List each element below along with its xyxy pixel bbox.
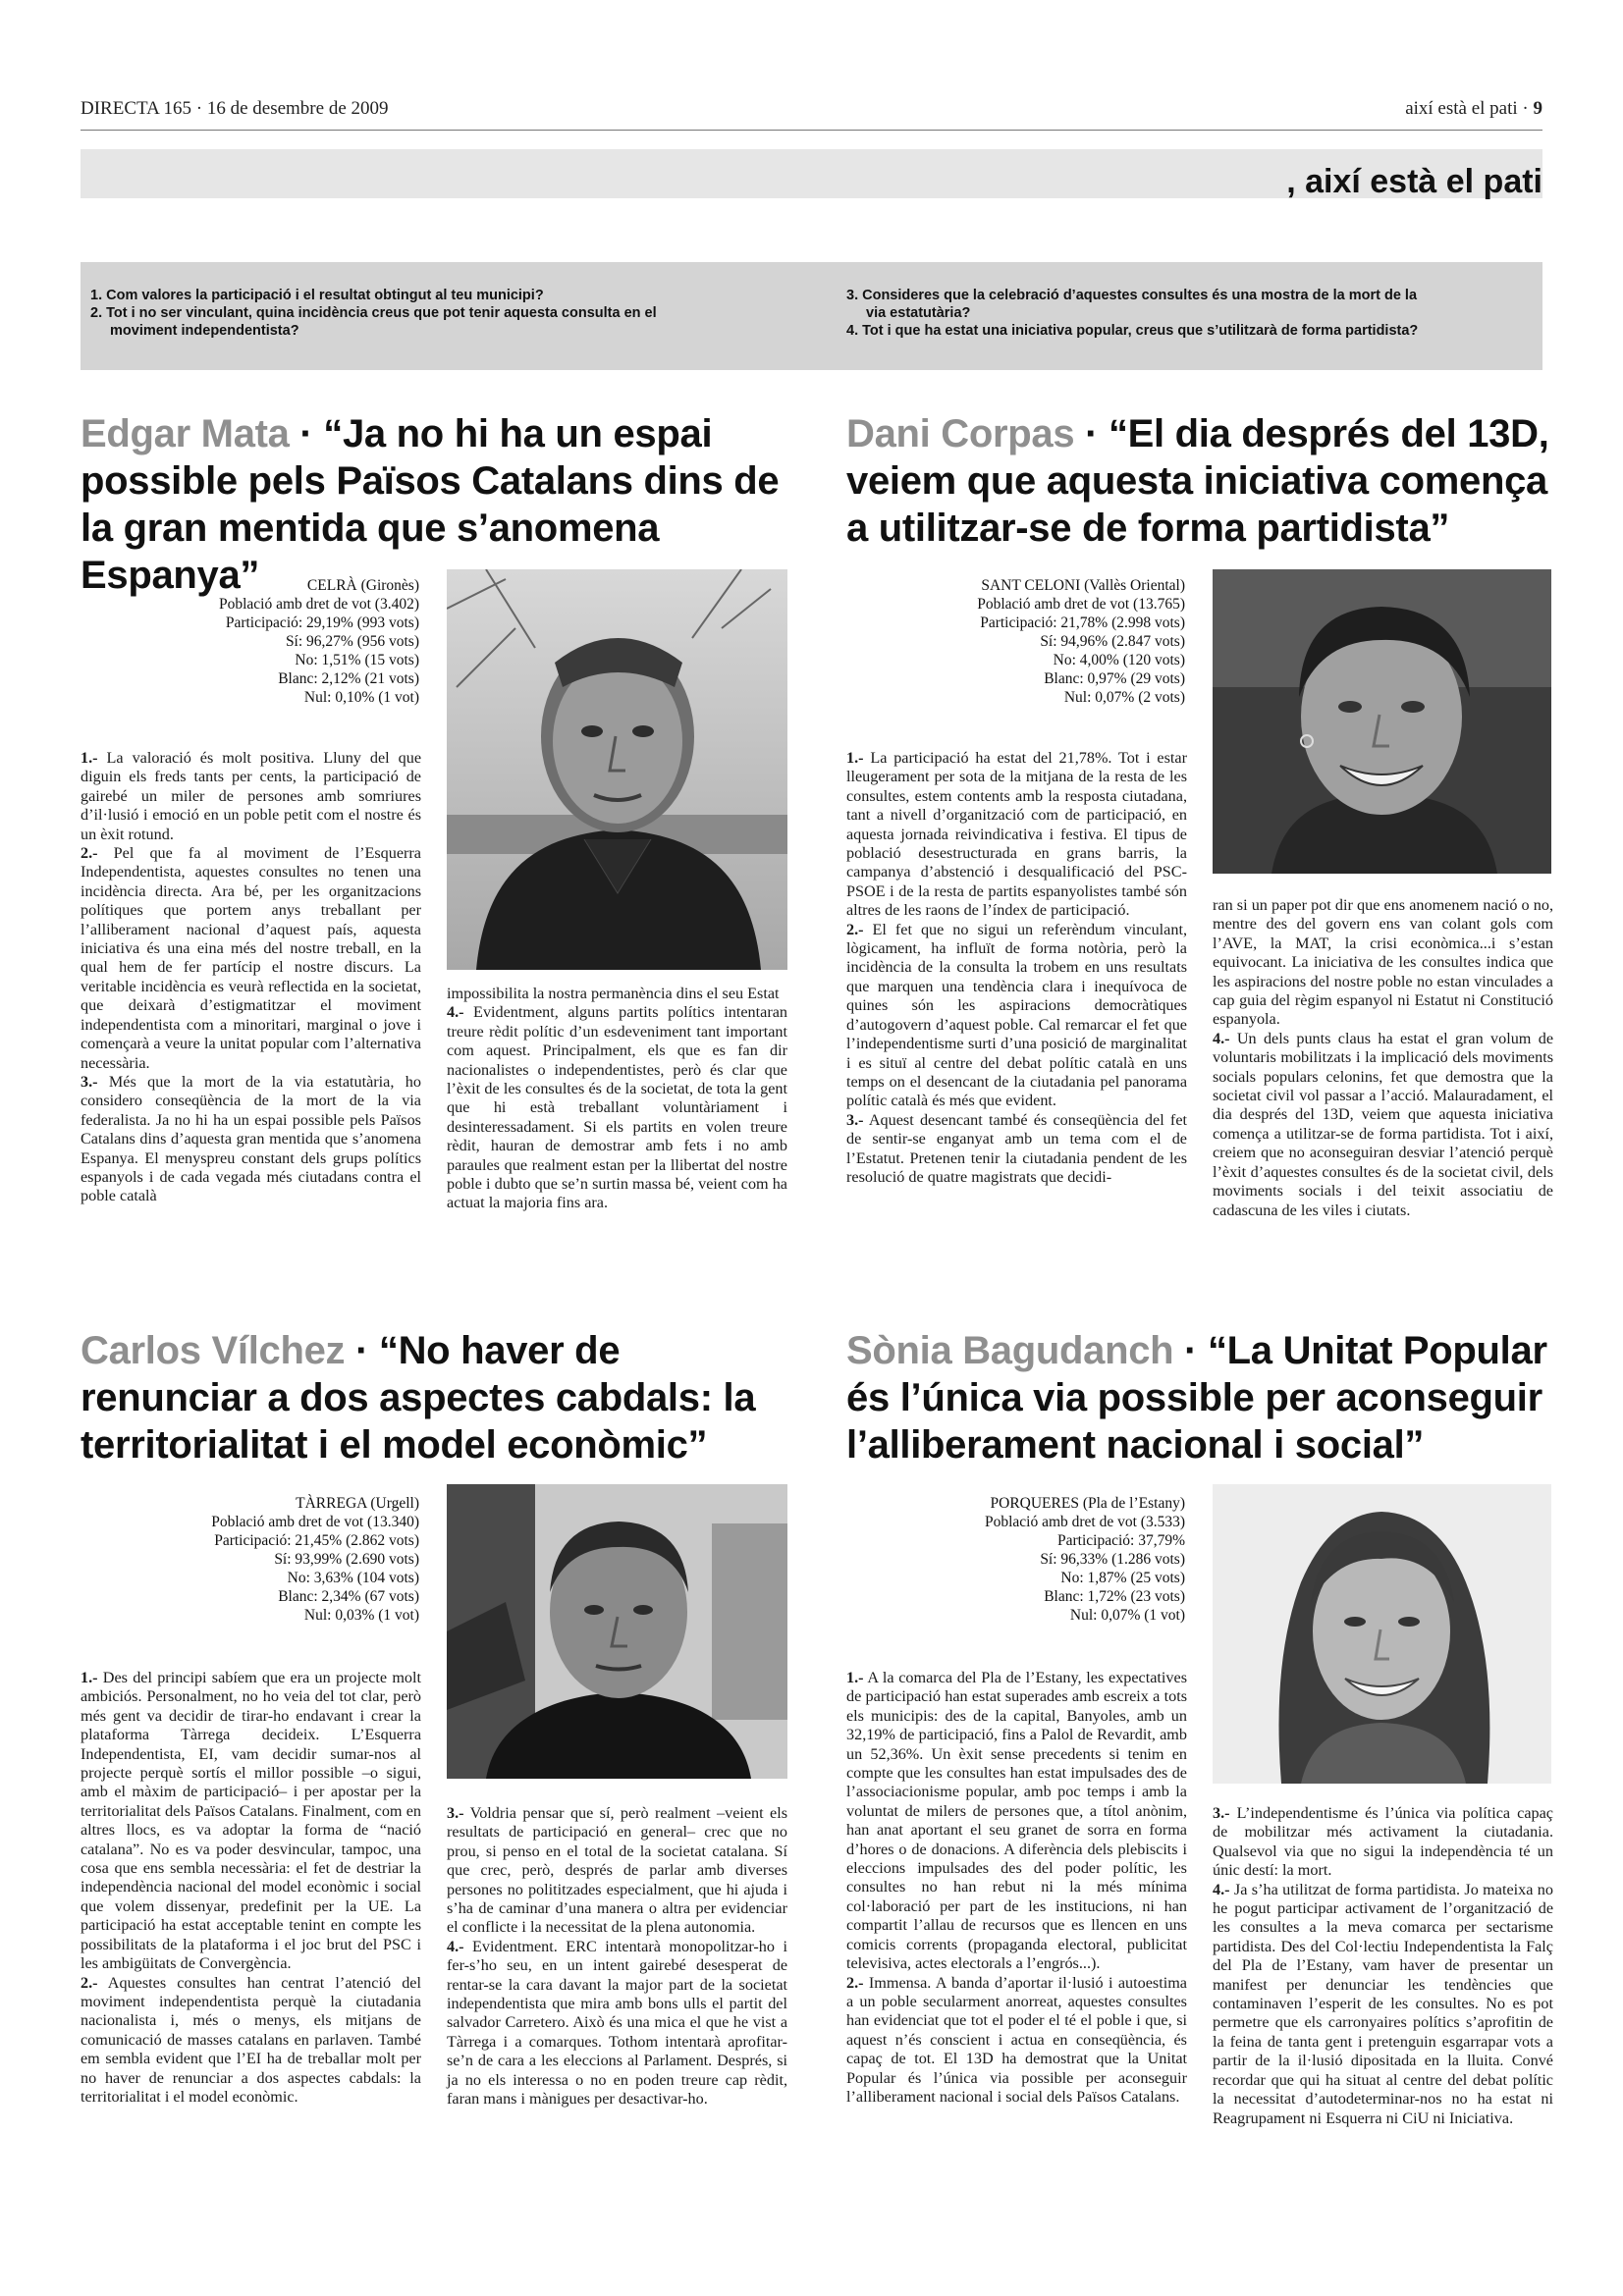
stats-sonia bbox=[846, 1494, 1185, 1625]
stat-no: No: 3,63% (104 vots) bbox=[287, 1570, 419, 1586]
page-number: 9 bbox=[1533, 98, 1542, 119]
stats-edgar bbox=[81, 576, 419, 707]
answer-paragraph: 2.- Aquestes consultes han centrat l’atenció del moviment independentista perquè la ciutadania nacionalista i, més o menys, els mitjans de comunicació de masses catalans en parlaven. També em sembla evident que l’EI ha de treballar molt per no haver de renunciar a dos aspectes cabdals: la territorialitat i el model econòmic. bbox=[81, 1973, 421, 2106]
portrait-photo-edgar bbox=[447, 569, 787, 970]
question-4: 4. Tot i que ha estat una iniciativa popular, creus que s’utilitzarà de forma partidista? bbox=[846, 323, 1419, 339]
interviewee-name: Dani Corpas bbox=[846, 412, 1075, 455]
headline-quote: · “El dia després del 13D, veiem que aquesta iniciativa comença a utilitzar-se de forma partidista” bbox=[846, 412, 1549, 550]
issue-info: DIRECTA 165 · 16 de desembre de 2009 bbox=[81, 98, 389, 119]
answer-paragraph: 3.- Més que la mort de la via estatutària, ho considero conseqüència de la mort de la via federalista. Ja no hi ha un espai possible pels Països Catalans dins d’aquesta gran mentida que s’anomena Espanya. El menyspreu constant dels grups polítics espanyols i de cada vegada més ciutadans contra el poble català bbox=[81, 1072, 421, 1205]
page-header bbox=[81, 98, 1542, 124]
headline-dani bbox=[846, 410, 1563, 552]
portrait-photo-sonia bbox=[1213, 1484, 1551, 1784]
stat-null: Nul: 0,07% (2 vots) bbox=[1063, 689, 1185, 706]
questions-right bbox=[846, 287, 1435, 340]
stat-blank: Blanc: 0,97% (29 vots) bbox=[1044, 670, 1185, 687]
stat-null: Nul: 0,07% (1 vot) bbox=[1069, 1607, 1185, 1624]
stat-blank: Blanc: 2,12% (21 vots) bbox=[278, 670, 419, 687]
answer-paragraph: 3.- Aquest desencant també és conseqüència del fet de sentir-se enganyat amb un tema com el de l’Estatut. Pretenen tenir la ciutadania pendent de les resolució de quatre magistrats que decidi- bbox=[846, 1110, 1187, 1186]
stat-participation: Participació: 29,19% (993 vots) bbox=[225, 614, 419, 631]
answer-paragraph: 2.- El fet que no sigui un referèndum vinculant, lògicament, ha influït de forma notòria, però la incidència de la consulta la trobem en uns resultats que marquen una tendència clara i inequívoca de quines són les aspiracions democràtiques d’autogovern d’aquest poble. Cal remarcar el fet que l’independentisme surti d’una posició de marginalitat i es situï al centre del debat polític català en uns temps on el desencant de la ciutadania pel panorama polític català és més que evident. bbox=[846, 920, 1187, 1110]
body-col2-carlos bbox=[447, 1804, 787, 2109]
section-title: , així està el pati bbox=[1286, 163, 1542, 200]
stat-yes: Sí: 93,99% (2.690 vots) bbox=[274, 1551, 419, 1568]
answer-paragraph: 3.- Voldria pensar que sí, però realment –veient els resultats de participació en general– crec que no prou, si penso en el total de la societat catalana. Sí que crec, però, després de parlar amb diverses persones no polititzades especialment, que hi ajuda i s’ha de caminar d’una manera o altra per evidenciar el conflicte i la necessitat de la plena autonomia. bbox=[447, 1804, 787, 1937]
stat-town: CELRÀ (Gironès) bbox=[306, 577, 419, 594]
headline-carlos bbox=[81, 1327, 797, 1468]
stat-yes: Sí: 94,96% (2.847 vots) bbox=[1040, 633, 1185, 650]
stat-town: SANT CELONI (Vallès Oriental) bbox=[981, 577, 1185, 594]
body-col2-edgar bbox=[447, 985, 787, 1213]
answer-paragraph: 4.- Evidentment, alguns partits polítics intentaran treure rèdit polític d’un esdeveniment tant important com aquest. Principalment, els que es fan dir nacionalistes o independentistes, però és clar que l’èxit de les consultes és de la societat, de tota la gent que hi està treballant voluntàriament i desinteressadament. Si els partits en volen treure rèdit, hauran de demostrar amb fets i no amb paraules que realment estan per la llibertat del nostre poble i dubto que se’n surtin massa bé, veient com ha actuat la majoria fins ara. bbox=[447, 1003, 787, 1212]
answer-paragraph: 4.- Un dels punts claus ha estat el gran volum de voluntaris mobilitzats i la implicació dels moviments socials populars celonins, fet que demostra que la societat civil vol passar a l’acció. Malauradament, el dia després del 13D, veiem que aquesta iniciativa comença a utilitzar-se de forma partidista. Tot i així, creiem que no aconseguiran desviar l’atenció perquè l’èxit d’aquestes consultes és de la societat civil, dels moviments socials i del teixit associatiu de cadascuna de les viles i ciutats. bbox=[1213, 1029, 1553, 1219]
portrait-photo bbox=[447, 1484, 787, 1779]
body-col1-edgar bbox=[81, 749, 421, 1206]
running-head-text: així està el pati · bbox=[1405, 98, 1534, 119]
question-3: 3. Consideres que la celebració d’aquestes consultes és una mostra de la mort de la via estatutària? bbox=[846, 288, 1418, 321]
header-rule bbox=[81, 130, 1542, 131]
body-col2-sonia bbox=[1213, 1804, 1553, 2128]
answer-paragraph: 2.- Immensa. A banda d’aportar il·lusió i autoestima a un poble secularment anorreat, aquestes consultes han evidenciat que tot el poder el té el poble i que, si aquest n’és conscient i actua en conseqüència, és capaç de tot. El 13D ha demostrat que la Unitat Popular és l’única via possible per aconseguir l’alliberament nacional i social dels Països Catalans. bbox=[846, 1973, 1187, 2106]
section-running-head bbox=[1405, 98, 1542, 120]
stats-carlos bbox=[81, 1494, 419, 1625]
stat-no: No: 1,51% (15 vots) bbox=[295, 652, 419, 668]
body-col1-carlos bbox=[81, 1669, 421, 2107]
stat-population: Població amb dret de vot (13.340) bbox=[211, 1514, 419, 1530]
answer-paragraph: 2.- Pel que fa al moviment de l’Esquerra Independentista, aquestes consultes no tenen una incidència directa. Ara bé, per les organitzacions polítiques que portem anys treballant per l’alliberament nacional d’aquest país, aquesta iniciativa és una eina més del nostre treball, en la qual hem de fer partícip el nostre discurs. La veritable incidència es veurà reflectida en la societat, que deixarà d’estigmatitzar el moviment independentista com a minoritari, marginal o jove i començarà a veure la unitat popular com l’alternativa necessària. bbox=[81, 844, 421, 1072]
questions-left bbox=[90, 287, 679, 340]
portrait-photo bbox=[447, 569, 787, 970]
stat-town: TÀRREGA (Urgell) bbox=[296, 1495, 419, 1512]
stat-null: Nul: 0,10% (1 vot) bbox=[303, 689, 419, 706]
answer-paragraph: 3.- L’independentisme és l’única via política capaç de mobilitzar més activament la ciutadania. Qualsevol via que no sigui la independència té un únic destí: la mort. bbox=[1213, 1804, 1553, 1880]
stat-no: No: 1,87% (25 vots) bbox=[1060, 1570, 1185, 1586]
interviewee-name: Sònia Bagudanch bbox=[846, 1329, 1174, 1372]
stat-population: Població amb dret de vot (13.765) bbox=[977, 596, 1185, 613]
portrait-photo-dani bbox=[1213, 569, 1551, 874]
portrait-photo bbox=[1213, 1484, 1551, 1784]
answer-paragraph: impossibilita la nostra permanència dins el seu Estat bbox=[447, 985, 780, 1002]
portrait-photo bbox=[1213, 569, 1551, 874]
interviewee-name: Carlos Vílchez bbox=[81, 1329, 346, 1372]
headline-quote: · “La Unitat Popular és l’única via possible per aconseguir l’alliberament nacional i social” bbox=[846, 1329, 1547, 1467]
body-col1-sonia bbox=[846, 1669, 1187, 2107]
answer-paragraph: ran si un paper pot dir que ens anomenem nació o no, mentre des del govern ens van colant gols com l’AVE, la MAT, la crisi econòmica...i s’estan equivocant. La iniciativa de les consultes indica que les aspiracions del nostre poble no estan vinculades a cap guia del règim espanyol ni Estatut ni Constitució espanyola. bbox=[1213, 896, 1553, 1029]
question-2: 2. Tot i no ser vinculant, quina incidència creus que pot tenir aquesta consulta en el moviment independentista? bbox=[90, 305, 657, 339]
question-1: 1. Com valores la participació i el resultat obtingut al teu municipi? bbox=[90, 288, 544, 303]
answer-paragraph: 4.- Ja s’ha utilitzat de forma partidista. Jo mateixa no he pogut participar activament de l’organització de les consultes a la meva comarca per sectarisme partidista. Des del Col·lectiu Independentista la Falç del Pla de l’Estany, vam haver de presentar un manifest per denunciar les tendències que contaminaven l’esperit de les consultes. No es pot permetre que els carronyaires polítics s’aprofitin de la feina de tanta gent i pretenguin esgarrapar vots a partir de la il·lusió dipositada en la lluita. Convé recordar que qui ha situat al centre del debat polític la necessitat d’autodeterminar-nos no ha estat ni Reagrupament ni Esquerra ni CiU ni Iniciativa. bbox=[1213, 1880, 1553, 2127]
stat-population: Població amb dret de vot (3.533) bbox=[984, 1514, 1185, 1530]
headline-sonia bbox=[846, 1327, 1563, 1468]
stat-participation: Participació: 21,45% (2.862 vots) bbox=[214, 1532, 419, 1549]
stat-yes: Sí: 96,27% (956 vots) bbox=[285, 633, 419, 650]
stats-dani bbox=[846, 576, 1185, 707]
stat-no: No: 4,00% (120 vots) bbox=[1053, 652, 1185, 668]
stat-participation: Participació: 37,79% bbox=[1057, 1532, 1185, 1549]
interviewee-name: Edgar Mata bbox=[81, 412, 290, 455]
answer-paragraph: 4.- Evidentment. ERC intentarà monopolitzar-ho i fer-s’ho seu, en un intent gairebé desesperat de rentar-se la cara davant la major part de la societat independentista que mira amb bons ulls el partit del salvador Carretero. Això és una mica el que he vist a Tàrrega i a comarques. Tothom intentarà aprofitar-se’n de cara a les eleccions al Parlament. Després, si ja no els interessa o no en poden treure cap rèdit, faran mans i mànigues per desactivar-ho. bbox=[447, 1937, 787, 2109]
portrait-photo-carlos bbox=[447, 1484, 787, 1779]
answer-paragraph: 1.- Des del principi sabíem que era un projecte molt ambiciós. Personalment, no ho veia del tot clar, però més gent va decidir de tirar-ho endavant i crear la plataforma Tàrrega decideix. L’Esquerra Independentista, EI, vam decidir sumar-nos al projecte perquè sortís el millor possible –o sigui, amb el màxim de participació– i per apostar per la territorialitat dels Països Catalans. Finalment, com en altres llocs, es va adoptar la forma de “nació catalana”. No es va poder desvincular, tampoc, una cosa que ens sembla necessària: el fet de destriar la independència nacional del model econòmic i social que volem dissenyar, predefinit per la UE. La participació ha estat acceptable tenint en compte les possibilitats de la plataforma i el joc brut del PSC i les ambigüitats de Convergència. bbox=[81, 1669, 421, 1973]
stat-yes: Sí: 96,33% (1.286 vots) bbox=[1040, 1551, 1185, 1568]
stat-blank: Blanc: 2,34% (67 vots) bbox=[278, 1588, 419, 1605]
answer-paragraph: 1.- La participació ha estat del 21,78%. Tot i estar lleugerament per sota de la mitjana de la resta de les consultes, estem contents amb la resposta ciutadana, tant a nivell d’organització com de participació, en aquesta jornada reivindicativa i festiva. El tipus de població desestructurada en grans barris, la campanya d’abstenció i desqualificació del PSC-PSOE i de la resta de partits espanyolistes també són altres de les raons de l’índex de participació. bbox=[846, 749, 1187, 920]
stat-null: Nul: 0,03% (1 vot) bbox=[303, 1607, 419, 1624]
stat-population: Població amb dret de vot (3.402) bbox=[218, 596, 419, 613]
answer-paragraph: 1.- La valoració és molt positiva. Lluny del que diguin els freds tants per cents, la participació de gairebé un miler de persones amb somriures d’il·lusió i emoció en un poble petit com el nostre és un èxit rotund. bbox=[81, 749, 421, 843]
body-col2-dani bbox=[1213, 896, 1553, 1220]
body-col1-dani bbox=[846, 749, 1187, 1187]
stat-town: PORQUERES (Pla de l’Estany) bbox=[990, 1495, 1185, 1512]
headline-quote: · “No haver de renunciar a dos aspectes cabdals: la territorialitat i el model econòmic” bbox=[81, 1329, 756, 1467]
answer-paragraph: 1.- A la comarca del Pla de l’Estany, les expectatives de participació han estat superades amb escreix a tots els municipis: des de la capital, Banyoles, amb un 32,19% de participació, fins a Palol de Revardit, amb un 52,36%. Un èxit sense precedents si tenim en compte que les consultes han estat impulsades des de l’associacionisme popular, amb poc temps i amb la voluntat de milers de persones que, a títol anònim, han anat aportant el seu granet de sorra en forma d’hores o de donacions. A diferència dels plebiscits i eleccions impulsades des del poder polític, les consultes no han rebut ni la més mínima col·laboració per part de les institucions, ni han compartit l’allau de recursos que es llencen en uns comicis corrents (propaganda electoral, publicitat televisiva, actes electorals a l’engrós...). bbox=[846, 1669, 1187, 1973]
headline-quote: · “Ja no hi ha un espai possible pels Països Catalans dins de la gran mentida que s’anomena Espanya” bbox=[81, 412, 780, 597]
stat-blank: Blanc: 1,72% (23 vots) bbox=[1044, 1588, 1185, 1605]
stat-participation: Participació: 21,78% (2.998 vots) bbox=[980, 614, 1185, 631]
